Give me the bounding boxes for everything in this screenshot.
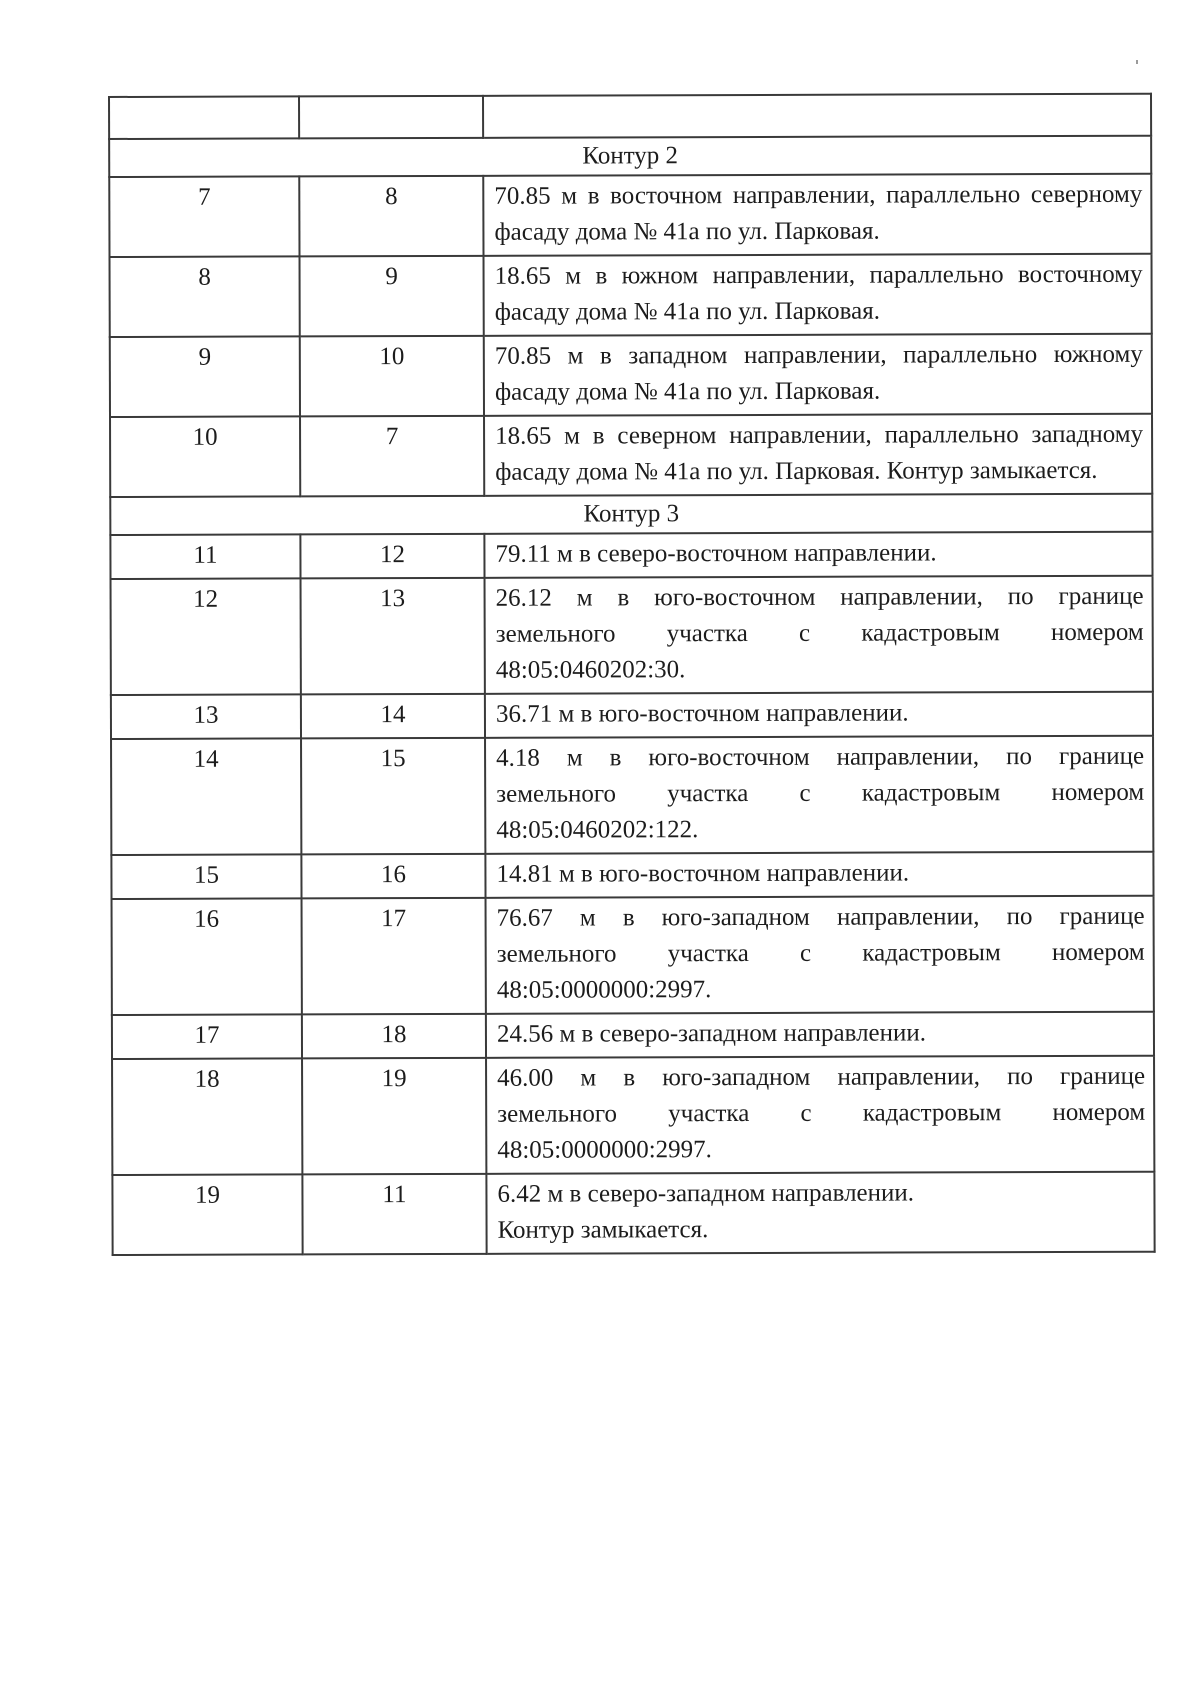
point-from: 17 <box>112 1014 302 1059</box>
segment-description: 24.56 м в северо-западном направлении. <box>486 1012 1154 1058</box>
table-row <box>111 852 1153 899</box>
table-row <box>110 532 1152 579</box>
segment-description: 70.85 м в восточном направлении, параллельно северному фасаду дома № 41а по ул. Парковая. <box>483 174 1151 256</box>
boundary-table-wrapper <box>108 93 1156 1256</box>
point-from: 19 <box>112 1174 302 1255</box>
point-from: 7 <box>109 176 299 257</box>
point-from: 14 <box>111 738 301 855</box>
table-row <box>109 174 1151 257</box>
point-to: 15 <box>301 738 485 855</box>
table-header-row-empty <box>109 94 1151 139</box>
table-row <box>111 692 1153 739</box>
segment-description: 14.81 м в юго-восточном направлении. <box>485 852 1153 898</box>
table-row <box>112 1172 1154 1255</box>
contour-title: Контур 2 <box>109 136 1151 177</box>
point-from: 18 <box>112 1058 302 1175</box>
table-row <box>111 576 1153 695</box>
point-from: 8 <box>110 256 300 337</box>
segment-description: 26.12 м в юго-восточном направлении, по границе земельного участка с кадастровым номером 48:05:0460202:30. <box>485 576 1153 694</box>
table-row <box>112 1056 1154 1175</box>
point-from: 10 <box>110 416 300 497</box>
point-from: 11 <box>110 534 300 579</box>
segment-description: 79.11 м в северо-восточном направлении. <box>484 532 1152 578</box>
point-from: 16 <box>112 898 302 1015</box>
point-to: 14 <box>301 694 485 739</box>
segment-description-line: 6.42 м в северо-западном направлении. <box>497 1179 915 1208</box>
header-cell-to <box>299 96 483 139</box>
segment-description <box>486 1172 1154 1254</box>
contour-title: Контур 3 <box>110 494 1152 535</box>
point-to: 16 <box>301 854 485 899</box>
segment-description: 4.18 м в юго-восточном направлении, по границе земельного участка с кадастровым номером 48:05:0460202:122. <box>485 736 1153 854</box>
point-to: 10 <box>300 336 484 417</box>
contour-heading-row <box>109 136 1151 177</box>
point-to: 8 <box>299 176 483 257</box>
segment-description: 70.85 м в западном направлении, параллельно южному фасаду дома № 41а по ул. Парковая. <box>484 334 1152 416</box>
segment-description: 18.65 м в северном направлении, параллельно западному фасаду дома № 41а по ул. Парковая. Контур замыкается. <box>484 414 1152 496</box>
table-row <box>110 414 1152 497</box>
point-to: 7 <box>300 416 484 497</box>
table-row <box>110 254 1152 337</box>
point-to: 9 <box>300 256 484 337</box>
point-to: 11 <box>302 1174 486 1255</box>
point-to: 18 <box>302 1014 486 1059</box>
table-row <box>110 334 1152 417</box>
scan-speck <box>1136 60 1138 64</box>
segment-description-line: Контур замыкается. <box>497 1216 709 1244</box>
segment-description: 18.65 м в южном направлении, параллельно восточному фасаду дома № 41а по ул. Парковая. <box>484 254 1152 336</box>
point-to: 12 <box>300 534 484 579</box>
point-from: 9 <box>110 336 300 417</box>
segment-description: 46.00 м в юго-западном направлении, по границе земельного участка с кадастровым номером 48:05:0000000:2997. <box>486 1056 1154 1174</box>
point-to: 19 <box>302 1058 486 1175</box>
point-to: 17 <box>302 898 486 1015</box>
point-from: 13 <box>111 694 301 739</box>
point-to: 13 <box>301 578 485 695</box>
boundary-description-table <box>108 93 1156 1256</box>
table-row <box>111 736 1153 855</box>
header-cell-from <box>109 96 299 139</box>
point-from: 12 <box>111 578 301 695</box>
header-cell-description <box>483 94 1151 138</box>
segment-description: 76.67 м в юго-западном направлении, по границе земельного участка с кадастровым номером 48:05:0000000:2997. <box>486 896 1154 1014</box>
segment-description: 36.71 м в юго-восточном направлении. <box>485 692 1153 738</box>
table-row <box>112 896 1154 1015</box>
contour-heading-row <box>110 494 1152 535</box>
table-row <box>112 1012 1154 1059</box>
point-from: 15 <box>111 854 301 899</box>
